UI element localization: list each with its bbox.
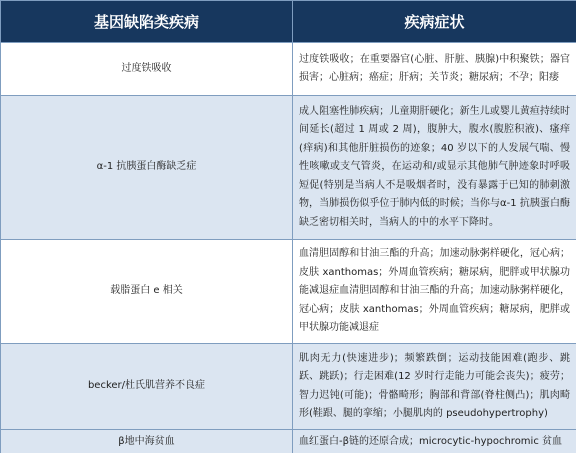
- disease-symptoms: 肌肉无力(快速进步)；频繁跌倒；运动技能困难(跑步、跳跃、跳跃)；行走困难(12 岁时行走能力可能会丧失)；疲劳；智力迟钝(可能)；骨骼畸形；胸部和背部(脊柱侧凸)；肌肉畸形(鞋跟、腿的挛缩；小腿肌肉的 pseudohypertrophy): [293, 344, 576, 430]
- disease-symptoms: 成人阻塞性肺疾病；儿童期肝硬化；新生儿或婴儿黄疸持续时间延长(超过 1 周或 2 周)，腹肿大，腹水(腹腔积液)、瘙痒(痒病)和其他肝脏损伤的迹象；40 岁以下的人发展气喘、慢性咳嗽或支气管炎，在运动和/或显示其他肺气肿迹象时呼吸短促(特别是当病人不是吸烟者时，没有暴露于已知的肺刺激物，当肺损伤似乎位于肺内低的时候；当你与α-1 抗胰蛋白酶缺乏密切相关时，当病人的中的水平下降时。: [293, 96, 576, 240]
- disease-symptoms: 血红蛋白-β链的还原合成；microcytic-hypochromic 贫血: [293, 430, 576, 453]
- table-row: [1, 344, 576, 430]
- header-disease: 基因缺陷类疾病: [1, 1, 293, 43]
- disease-name: β地中海贫血: [1, 430, 293, 453]
- table-row: [1, 430, 576, 453]
- disease-symptoms: 过度铁吸收；在重要器官(心脏、肝脏、胰腺)中积聚铁；器官损害；心脏病；癌症；肝病；关节炎；糖尿病；不孕；阳痿: [293, 43, 576, 96]
- table-row: [1, 96, 576, 240]
- disease-name: 载脂蛋白 e 相关: [1, 240, 293, 344]
- header-symptoms: 疾病症状: [293, 1, 576, 43]
- table-row: [1, 240, 576, 344]
- table-row: [1, 43, 576, 96]
- disease-name: α-1 抗胰蛋白酶缺乏症: [1, 96, 293, 240]
- disease-name: becker/杜氏肌营养不良症: [1, 344, 293, 430]
- disease-symptoms: 血清胆固醇和甘油三酯的升高；加速动脉粥样硬化，冠心病；皮肤 xanthomas；外周血管疾病；糖尿病，肥胖或甲状腺功能减退症血清胆固醇和甘油三酯的升高；加速动脉粥样硬化，冠心病；皮肤 xanthomas；外周血管疾病；糖尿病，肥胖或甲状腺功能减退症: [293, 240, 576, 344]
- disease-name: 过度铁吸收: [1, 43, 293, 96]
- table-header-row: [1, 1, 576, 43]
